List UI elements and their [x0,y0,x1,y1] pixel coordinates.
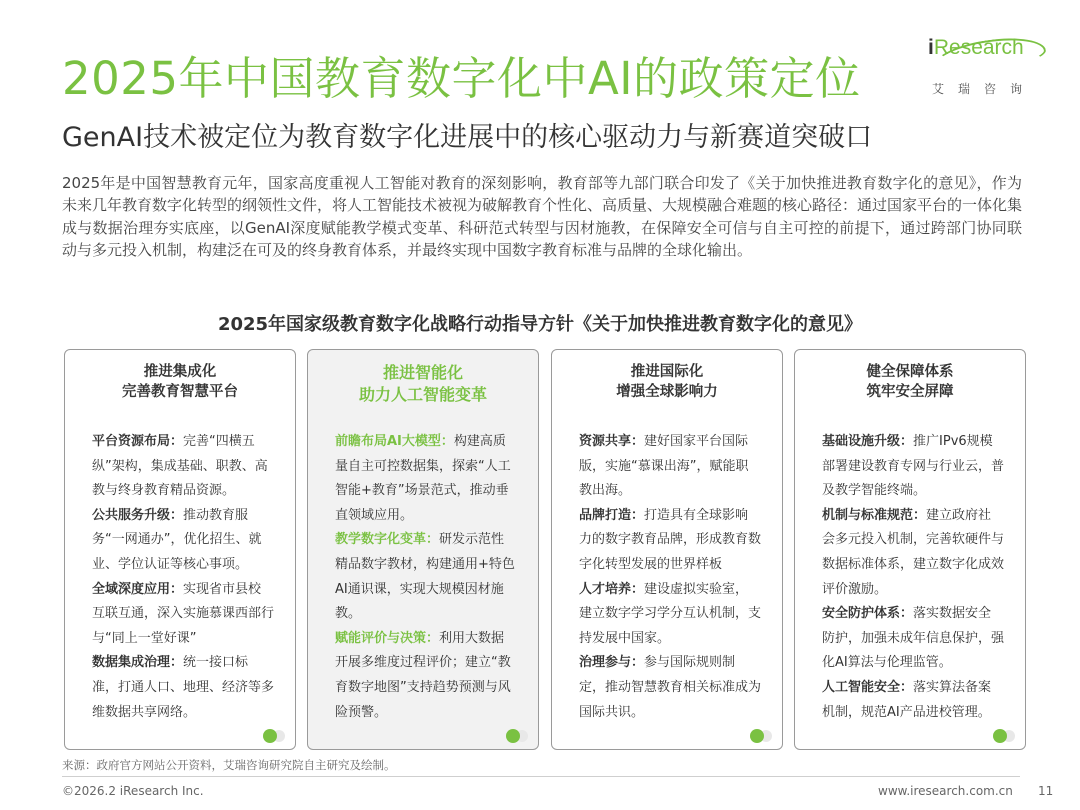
card-text: 落实算法备案机制，规范AI产品进校管理。 [822,679,992,720]
card-body [579,430,761,725]
card-term: 治理参与： [579,655,645,671]
card-body [92,430,274,725]
card-text: 落实数据安全防护，加强未成年信息保护，强化AI算法与伦理监管。 [822,606,1005,671]
card-dots-decoration [742,729,772,743]
card-dots-decoration [985,729,1015,743]
intro-paragraph: 2025年是中国智慧教育元年，国家高度重视人工智能对教育的深刻影响，教育部等九部门联合印发了《关于加快推进教育数字化的意见》，作为未来几年教育数字化转型的纲领性文件，将人工智能技术被视为破解教育个性化、高质量、大规模融合难题的核心路径：通过国家平台的一体化集成与数据治理夯实底座，以GenAI深度赋能教学模式变革、科研范式转型与因材施教，在保障安全可信与自主可控的前提下，通过跨部门协同联动与多元投入机制，构建泛在可及的终身教育体系，并最终实现中国数字教育标准与品牌的全球化输出。 [62,174,1023,260]
card-term: 教学数字化变革： [335,532,440,548]
card-term: 数据集成治理： [92,655,184,671]
page-title: 2025年中国教育数字化中AI的政策定位 [62,52,861,105]
card-text: 完善“四横五纵”架构，集成基础、职教、高教与终身教育精品资源。 [92,434,268,499]
card-term: 基础设施升级： [822,434,914,449]
card-heading: 推进智能化 助力人工智能变革 [358,363,487,404]
card-text: 利用大数据开展多维度过程评价；建立“教育数字地图”支持趋势预测与风险预警。 [335,630,511,720]
card-term: 人才培养： [579,581,645,597]
card-text: 研发示范性精品数字教材，构建通用+特色AI通识课，实现大规模因材施教。 [335,532,515,622]
card-term: 全域深度应用： [92,581,184,597]
footer-url[interactable]: www.iresearch.com.cn [878,784,1013,798]
card-heading: 推进集成化 完善教育智慧平台 [122,364,238,400]
card-text: 建设虚拟实验室，建立数字学习学分互认机制，支持发展中国家。 [579,581,762,646]
card-term: 前瞻布局AI大模型： [335,434,454,449]
card-term: 资源共享： [579,434,645,449]
card-text: 参与国际规则制定，推动智慧教育相关标准成为国际共识。 [579,655,762,720]
card-term: 赋能评价与决策： [335,630,440,646]
card-term: 平台资源布局： [92,434,184,449]
iresearch-logo [928,36,1050,98]
card-term: 机制与标准规范： [822,507,927,523]
source-note: 来源：政府官方网站公开资料，艾瑞咨询研究院自主研究及绘制。 [62,758,396,772]
card-term: 品牌打造： [579,507,645,523]
logo-chinese-name: 艾瑞咨询 [932,82,1037,96]
card-text: 建立政府社会多元投入机制，完善软硬件与数据标准体系，建立数字化成效评价激励。 [822,507,1005,597]
card-body [335,430,517,725]
card-term: 人工智能安全： [822,679,914,695]
card-text: 统一接口标准，打通人口、地理、经济等多维数据共享网络。 [92,655,275,720]
card-text: 推动教育服务“一网通办”，优化招生、就业、学位认证等核心事项。 [92,507,262,572]
card-heading: 健全保障体系 筑牢安全屏障 [866,364,954,400]
card-text: 实现省市县校互联互通，深入实施慕课西部行与“同上一堂好课” [92,581,275,646]
card-text: 打造具有全球影响力的数字教育品牌，形成教育数字化转型发展的世界样板 [579,507,762,572]
policy-card-integration [64,349,296,750]
card-text: 构建高质量自主可控数据集，探索“人工智能+教育”场景范式，推动垂直领域应用。 [335,434,511,523]
logo-wordmark: iResearch [928,36,1024,59]
card-term: 公共服务升级： [92,507,184,523]
card-dots-decoration [255,729,285,743]
policy-card-intelligence [307,349,539,750]
card-body [822,430,1004,725]
card-term: 安全防护体系： [822,606,914,622]
card-text: 推广IPv6规模部署建设教育专网与行业云，普及教学智能终端。 [822,434,1005,499]
policy-card-internationalization [551,349,783,750]
page-subtitle: GenAI技术被定位为教育数字化进展中的核心驱动力与新赛道突破口 [62,122,873,153]
section-heading: 2025年国家级教育数字化战略行动指导方针《关于加快推进教育数字化的意见》 [217,314,863,335]
card-text: 建好国家平台国际版，实施“慕课出海”，赋能职教出海。 [579,434,749,499]
page-number: 11 [1038,784,1054,798]
card-heading: 推进国际化 增强全球影响力 [616,364,718,400]
policy-card-safeguards [794,349,1026,750]
card-dots-decoration [498,729,528,743]
footer-copyright: ©2026.2 iResearch Inc. [62,784,204,798]
footer-divider [62,776,1020,777]
